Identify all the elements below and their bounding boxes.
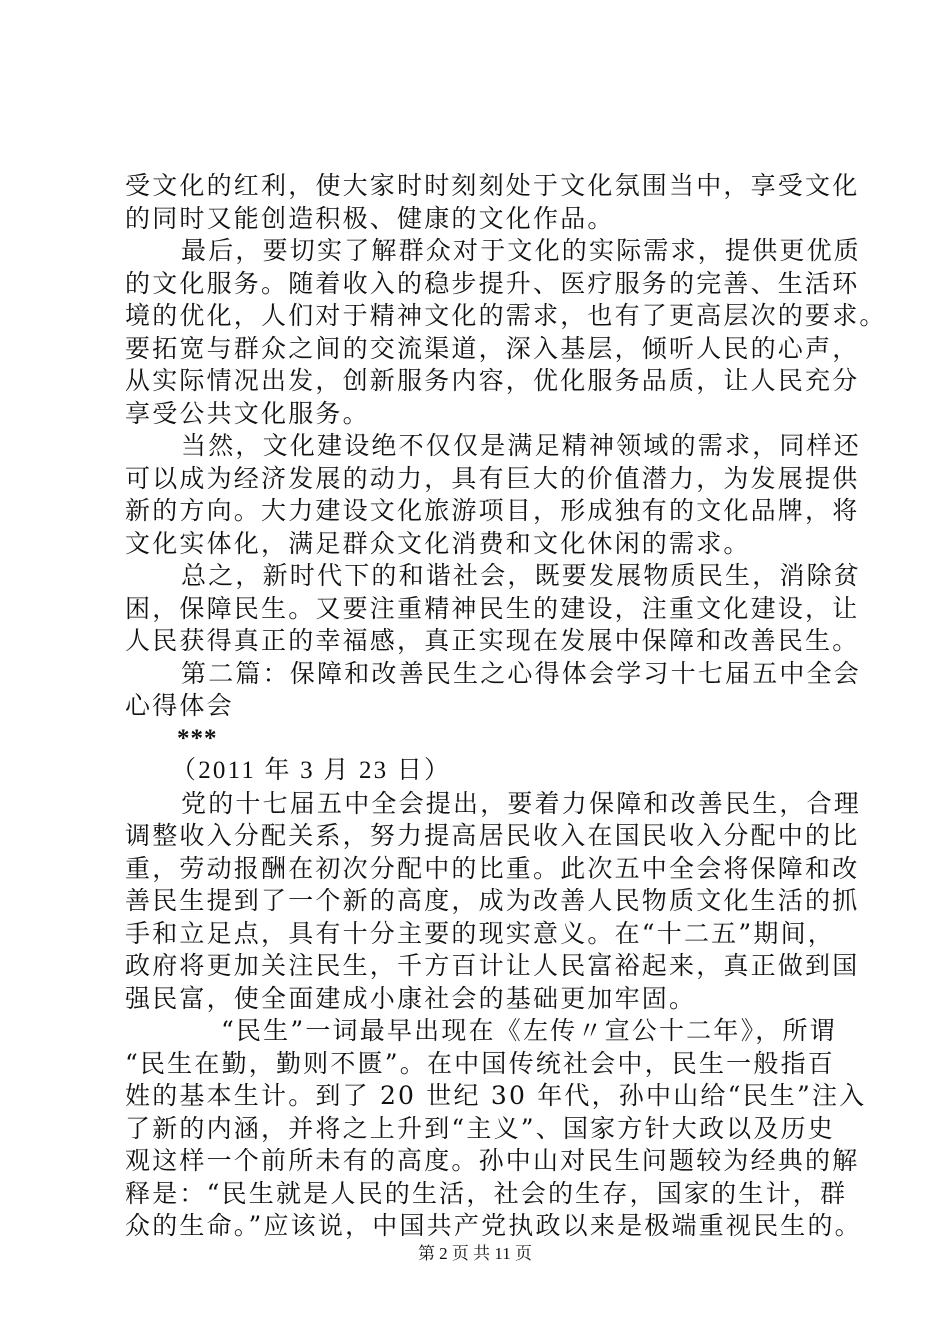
text-line: 从实际情况出发，创新服务内容，优化服务品质，让人民充分 — [125, 366, 860, 395]
text-line: 的同时又能创造积极、健康的文化作品。 — [125, 203, 615, 233]
text-line: 的文化服务。随着收入的稳步提升、医疗服务的完善、生活环 — [125, 268, 860, 298]
text-line: 新的方向。大力建设文化旅游项目，形成独有的文化品牌，将 — [125, 496, 860, 525]
paragraph-start: 总之，新时代下的和谐社会，既要发展物质民生，消除贫 — [181, 561, 862, 590]
paragraph-start: “民生”一词最早出现在《左传〃宣公十二年》，所谓 — [221, 1016, 837, 1045]
text-line: 了新的内涵，并将之上升到“主义”、国家方针大政以及历史 — [125, 1113, 835, 1143]
text-line: 重，劳动报酬在初次分配中的比重。此次五中全会将保障和改 — [125, 853, 860, 883]
section-title: 第二篇：保障和改善民生之心得体会学习十七届五中全会 — [181, 658, 862, 688]
text-line: 困，保障民生。又要注重精神民生的建设，注重文化建设，让 — [125, 593, 860, 623]
paragraph-start: 当然，文化建设绝不仅仅是满足精神领域的需求，同样还 — [181, 431, 862, 460]
text-line: 境的优化，人们对于精神文化的需求，也有了更高层次的要求。 — [125, 301, 887, 330]
text-line: 姓的基本生计。到了 20 世纪 30 年代，孙中山给“民生”注入 — [125, 1081, 867, 1110]
date-line: （2011 年 3 月 23 日） — [171, 757, 452, 784]
text-line: 释是：“民生就是人民的生活，社会的生存，国家的生计，群 — [125, 1178, 848, 1208]
text-line: “民生在勤，勤则不匮”。在中国传统社会中，民生一般指百 — [125, 1048, 835, 1078]
text-line: 众的生命。”应该说，中国共产党执政以来是极端重视民生的。 — [125, 1211, 862, 1240]
text-line: 调整收入分配关系，努力提高居民收入在国民收入分配中的比 — [125, 821, 860, 850]
text-line: 人民获得真正的幸福感，真正实现在发展中保障和改善民生。 — [125, 626, 860, 655]
page-number-footer: 第 2 页 共 11 页 — [417, 1244, 533, 1263]
text-line: 文化实体化，满足群众文化消费和文化休闲的需求。 — [125, 528, 751, 558]
document-body — [125, 170, 887, 1243]
paragraph-start: 党的十七届五中全会提出，要着力保障和改善民生，合理 — [181, 788, 862, 818]
text-line: 政府将更加关注民生，千方百计让人民富裕起来，真正做到国 — [125, 951, 860, 980]
paragraph-start: 最后，要切实了解群众对于文化的实际需求，提供更优质 — [181, 236, 862, 265]
text-line: 享受公共文化服务。 — [125, 398, 370, 428]
section-title-cont: 心得体会 — [125, 691, 234, 720]
author-placeholder: *** — [177, 724, 218, 752]
text-line: 观这样一个前所未有的高度。孙中山对民生问题较为经典的解 — [125, 1146, 860, 1175]
text-line: 要拓宽与群众之间的交流渠道，深入基层，倾听人民的心声， — [125, 333, 860, 363]
text-line: 手和立足点，具有十分主要的现实意义。在“十二五”期间， — [125, 918, 835, 948]
text-line: 强民富，使全面建成小康社会的基础更加牢固。 — [125, 983, 697, 1013]
text-line: 受文化的红利，使大家时时刻刻处于文化氛围当中，享受文化 — [125, 171, 860, 200]
text-line: 善民生提到了一个新的高度，成为改善人民物质文化生活的抓 — [125, 886, 860, 915]
text-line: 可以成为经济发展的动力，具有巨大的价值潜力，为发展提供 — [125, 463, 860, 493]
